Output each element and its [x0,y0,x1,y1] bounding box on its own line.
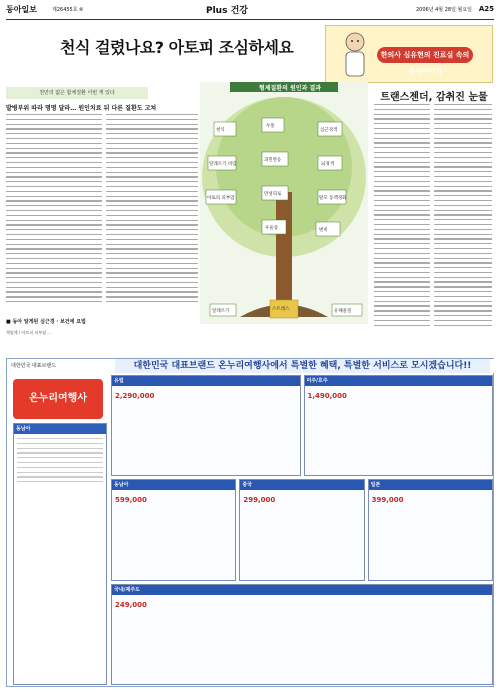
ad-box-title: 중국 [240,480,363,490]
article-subhead: 발병부위 따라 명명 달라… 원인치료 뒤 다른 질환도 고쳐 [6,105,157,112]
ad-price: 599,000 [115,496,147,505]
columnist-cartoon-icon [338,30,372,78]
leaf-label: 과민반응 [264,158,282,163]
travel-ad [6,358,494,687]
column-badge: 한의사 심유현의 진료실 속의 음식이야기 [377,47,473,63]
diagram-labels [200,82,368,324]
ad-box-title: 일본 [369,480,492,490]
column-title: 트랜스젠더, 감취진 눈물 [380,92,488,103]
leaf-label: 천식 [216,128,225,133]
masthead: 동아일보 [6,4,37,14]
ad-box-title: 동남아 [112,480,235,490]
newspaper-header [6,4,494,20]
root-label: 알레르기 [212,309,230,314]
leaf-label: 탈모 동맥경화 [319,196,347,201]
leaf-label: 변비 [319,228,328,233]
leaf-label: 만성피로 [264,192,282,197]
diagram-title: 형제질환의 원인과 결과 [258,85,322,92]
section-strip: 천만의 없은 합체질환 이번 게 있다 [6,87,148,99]
page-number: A25 [478,5,494,13]
root-label: 유해물질 [334,309,352,314]
ad-box-title: 동남아 [14,424,106,434]
ad-box [111,479,236,580]
ad-price: 249,000 [115,600,147,609]
issue-number: 제26455호 ⑥ [52,7,84,13]
article-headline: 천식 걸렸나요? 아토피 조심하세요 [60,38,294,57]
leaf-label: 뇌경색 [321,162,335,167]
text-column-1 [6,114,102,314]
ad-brand-logo: 온누리여행사 [13,379,103,419]
ad-box [368,479,493,580]
ad-box [111,375,301,476]
leaf-label: 두통 [266,124,275,129]
root-label: 스트레스 [272,307,290,312]
ad-box [304,375,494,476]
leaf-label: 알레르기 비염 [209,162,237,167]
ad-top-bar [7,359,495,373]
ad-price: 1,490,000 [307,392,347,400]
leaf-label: 우울증 [265,226,279,231]
ad-left-column [13,423,107,685]
text-column-4 [434,104,492,344]
sidebar-title: ■ 동아 알게된 심근경 · 보건에 요법 [6,319,86,325]
ad-price: 299,000 [243,496,276,505]
leaf-label: 아토피 피부염 [207,196,235,201]
issue-date: 2006년 4월 28일 월요일 [415,7,472,13]
text-column-2 [106,114,198,314]
ad-top-left-text: 대한민국 대표브랜드 [11,363,57,369]
photo-caption: 책임예 / 아토피 피부염 ... [6,330,52,335]
ad-price: 399,000 [371,496,404,505]
ad-box-title: 유럽 [112,376,300,386]
ad-price: 2,290,000 [115,392,155,400]
ad-box [111,584,493,685]
ad-box [239,479,364,580]
section-title: Plus 건강 [206,6,248,16]
ad-grid [111,375,493,685]
ad-top-title: 대한민국 대표브랜드 온누리여행사에서 특별한 혜택, 특별한 서비스로 모시겠습니다!! [115,359,490,373]
ad-box-title: 미주/호주 [305,376,493,386]
text-column-3 [374,104,430,344]
leaf-label: 심근경색 [320,128,338,133]
ad-box-title: 국내/제주도 [112,585,492,595]
